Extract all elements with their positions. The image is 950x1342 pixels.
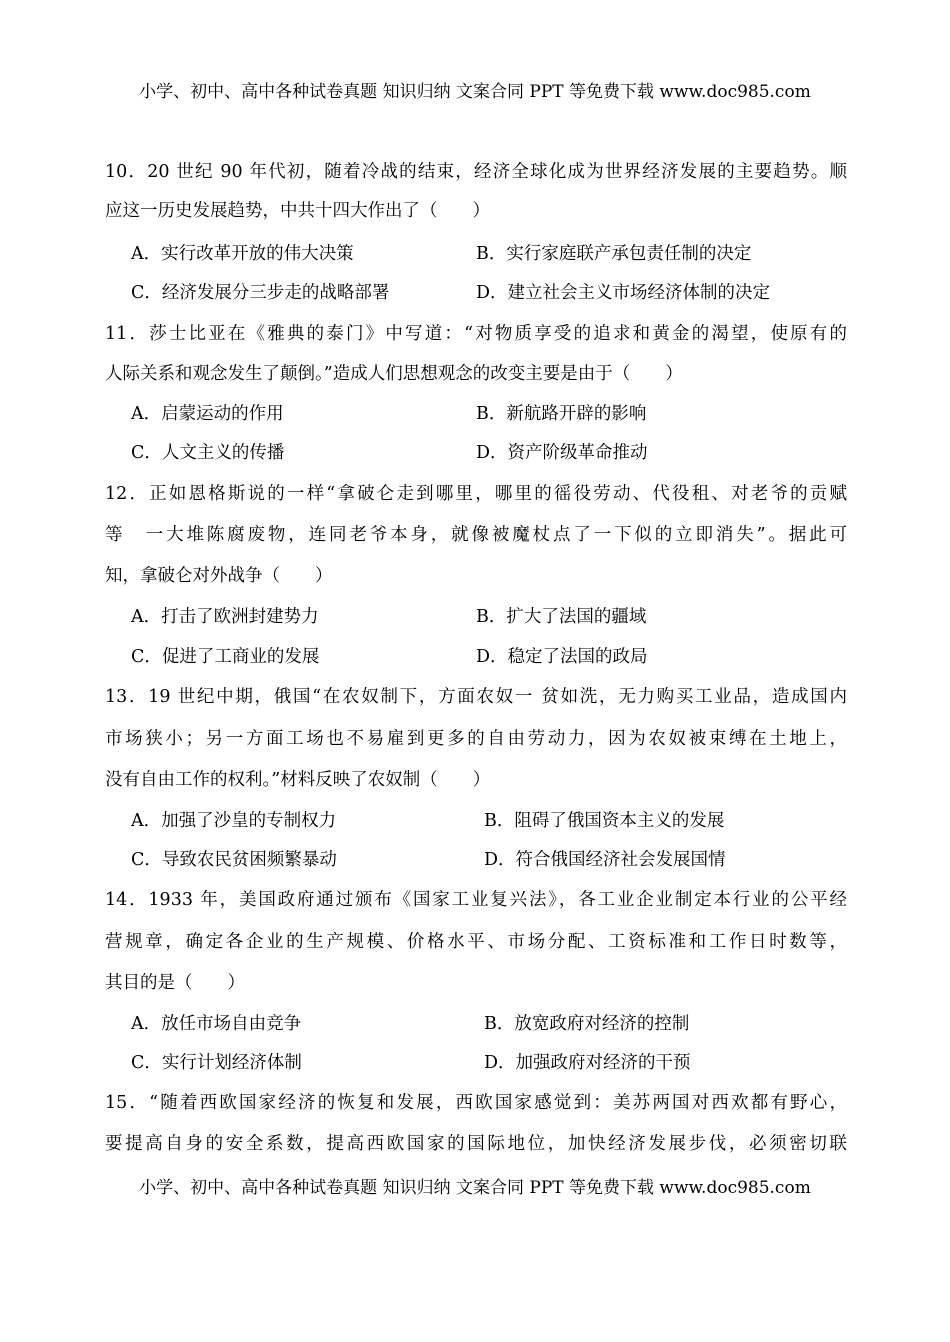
question-14-line-2: 营规章，确定各企业的生产规模、价格水平、市场分配、工资标准和工作日时数等， [105,932,847,952]
question-11-option-b: B．新航路开辟的影响 [476,404,647,424]
question-14-option-b: B．放宽政府对经济的控制 [484,1014,690,1034]
question-11-option-d: D．资产阶级革命推动 [476,443,648,463]
question-12-option-c: C．促进了工商业的发展 [131,647,320,667]
question-10-line-1: 10．20 世纪 90 年代初，随着冷战的结束，经济全球化成为世界经济发展的主要趋势。顺 [105,162,847,182]
question-13-option-d: D．符合俄国经济社会发展国情 [484,850,726,870]
question-14-line-1: 14．1933 年，美国政府通过颁布《国家工业复兴法》，各工业企业制定本行业的公平经 [105,890,847,910]
question-12-line-1: 12．正如恩格斯说的一样“拿破仑走到哪里，哪里的徭役劳动、代役租、对老爷的贡赋 [105,484,847,504]
question-15-line-1: 15．“随着西欧国家经济的恢复和发展，西欧国家感觉到：美苏两国对西欢都有野心， [105,1093,847,1113]
question-11-option-c: C．人文主义的传播 [131,443,285,463]
page-footer: 小学、初中、高中各种试卷真题 知识归纳 文案合同 PPT 等免费下载 www.doc985.com [139,1178,811,1198]
question-11-line-2: 人际关系和观念发生了颠倒。”造成人们思想观念的改变主要是由于（ ） [105,364,683,384]
question-14-option-d: D．加强政府对经济的干预 [484,1053,691,1073]
question-13-line-3: 没有自由工作的权利。”材料反映了农奴制（ ） [105,770,491,790]
question-13-line-2: 市场狭小；另一方面工场也不易雇到更多的自由劳动力，因为农奴被束缚在土地上， [105,729,847,749]
question-15-line-2: 要提高自身的安全系数，提高西欧国家的国际地位，加快经济发展步伐，必须密切联 [105,1134,847,1154]
question-10-option-d: D．建立社会主义市场经济体制的决定 [476,283,771,303]
question-12-line-3: 知，拿破仑对外战争（ ） [105,566,333,586]
question-12-option-d: D．稳定了法国的政局 [476,647,648,667]
question-12-line-2: 等 一大堆陈腐废物，连同老爷本身，就像被魔杖点了一下似的立即消失”。据此可 [105,525,847,545]
question-13-option-a: A．加强了沙皇的专制权力 [131,811,337,831]
question-10-option-c: C．经济发展分三步走的战略部署 [131,283,390,303]
question-13-option-b: B．阻碍了俄国资本主义的发展 [484,811,725,831]
question-10-option-b: B．实行家庭联产承包责任制的决定 [476,244,752,264]
question-12-option-a: A．打击了欧洲封建势力 [131,607,319,627]
question-14-option-a: A．放任市场自由竞争 [131,1014,302,1034]
question-14-option-c: C．实行计划经济体制 [131,1053,302,1073]
question-14-line-3: 其目的是（ ） [105,973,245,993]
page-header: 小学、初中、高中各种试卷真题 知识归纳 文案合同 PPT 等免费下载 www.doc985.com [139,82,811,102]
question-11-option-a: A．启蒙运动的作用 [131,404,284,424]
question-10-line-2: 应这一历史发展趋势，中共十四大作出了（ ） [105,201,490,221]
question-13-option-c: C．导致农民贫困频繁暴动 [131,850,337,870]
question-12-option-b: B．扩大了法国的疆域 [476,607,647,627]
question-10-option-a: A．实行改革开放的伟大决策 [131,244,354,264]
question-11-line-1: 11．莎士比亚在《雅典的泰门》中写道：“对物质享受的追求和黄金的渴望，使原有的 [105,324,847,344]
question-13-line-1: 13．19 世纪中期，俄国“在农奴制下，方面农奴一 贫如洗，无力购买工业品，造成国内 [105,687,847,707]
